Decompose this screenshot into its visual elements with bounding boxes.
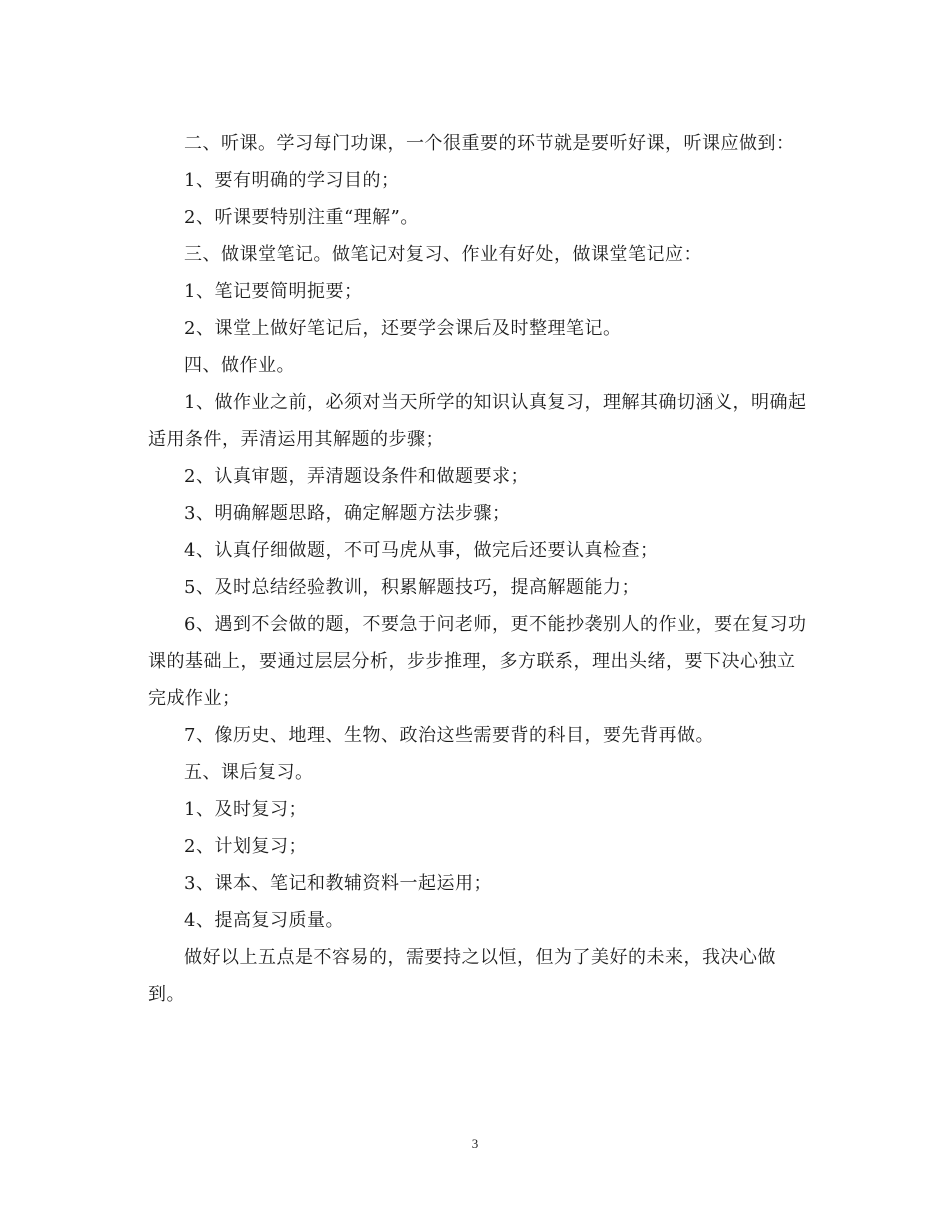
paragraph-review-item-2: 2、计划复习； [184,836,307,857]
paragraph-homework-item-6: 6、遇到不会做的题，不要急于问老师，更不能抄袭别人的作业，要在复习功课的基础上，要通过层层分析，步步推理，多方联系，理出头绪，要下决心独立完成作业； [148,614,807,709]
paragraph-homework-item-3: 3、明确解题思路，确定解题方法步骤； [184,503,511,524]
paragraph-review-heading: 五、课后复习。 [184,762,314,783]
paragraph-notes-item-2: 2、课堂上做好笔记后，还要学会课后及时整理笔记。 [184,318,622,339]
page-number: 3 [471,1136,479,1151]
paragraph-homework-heading: 四、做作业。 [184,355,295,376]
paragraph-conclusion: 做好以上五点是不容易的，需要持之以恒，但为了美好的未来，我决心做到。 [148,947,776,1005]
paragraph-homework-item-7: 7、像历史、地理、生物、政治这些需要背的科目，要先背再做。 [184,725,714,746]
paragraph-notes-item-1: 1、笔记要简明扼要； [184,281,363,302]
paragraph-review-item-4: 4、提高复习质量。 [184,910,344,931]
paragraph-listen-item-2: 2、听课要特别注重“理解”。 [184,207,419,228]
paragraph-listen-heading: 二、听课。学习每门功课，一个很重要的环节就是要听好课，听课应做到： [184,133,795,154]
paragraph-review-item-3: 3、课本、笔记和教辅资料一起运用； [184,873,492,894]
paragraph-homework-item-2: 2、认真审题，弄清题设条件和做题要求； [184,466,529,487]
paragraph-homework-item-5: 5、及时总结经验教训，积累解题技巧，提高解题能力； [184,577,640,598]
paragraph-notes-heading: 三、做课堂笔记。做笔记对复习、作业有好处，做课堂笔记应： [184,244,702,265]
document-body [148,125,808,1013]
paragraph-homework-item-1: 1、做作业之前，必须对当天所学的知识认真复习，理解其确切涵义，明确起适用条件，弄清运用其解题的步骤； [148,392,807,450]
paragraph-listen-item-1: 1、要有明确的学习目的； [184,170,400,191]
paragraph-homework-item-4: 4、认真仔细做题，不可马虎从事，做完后还要认真检查； [184,540,659,561]
paragraph-review-item-1: 1、及时复习； [184,799,307,820]
